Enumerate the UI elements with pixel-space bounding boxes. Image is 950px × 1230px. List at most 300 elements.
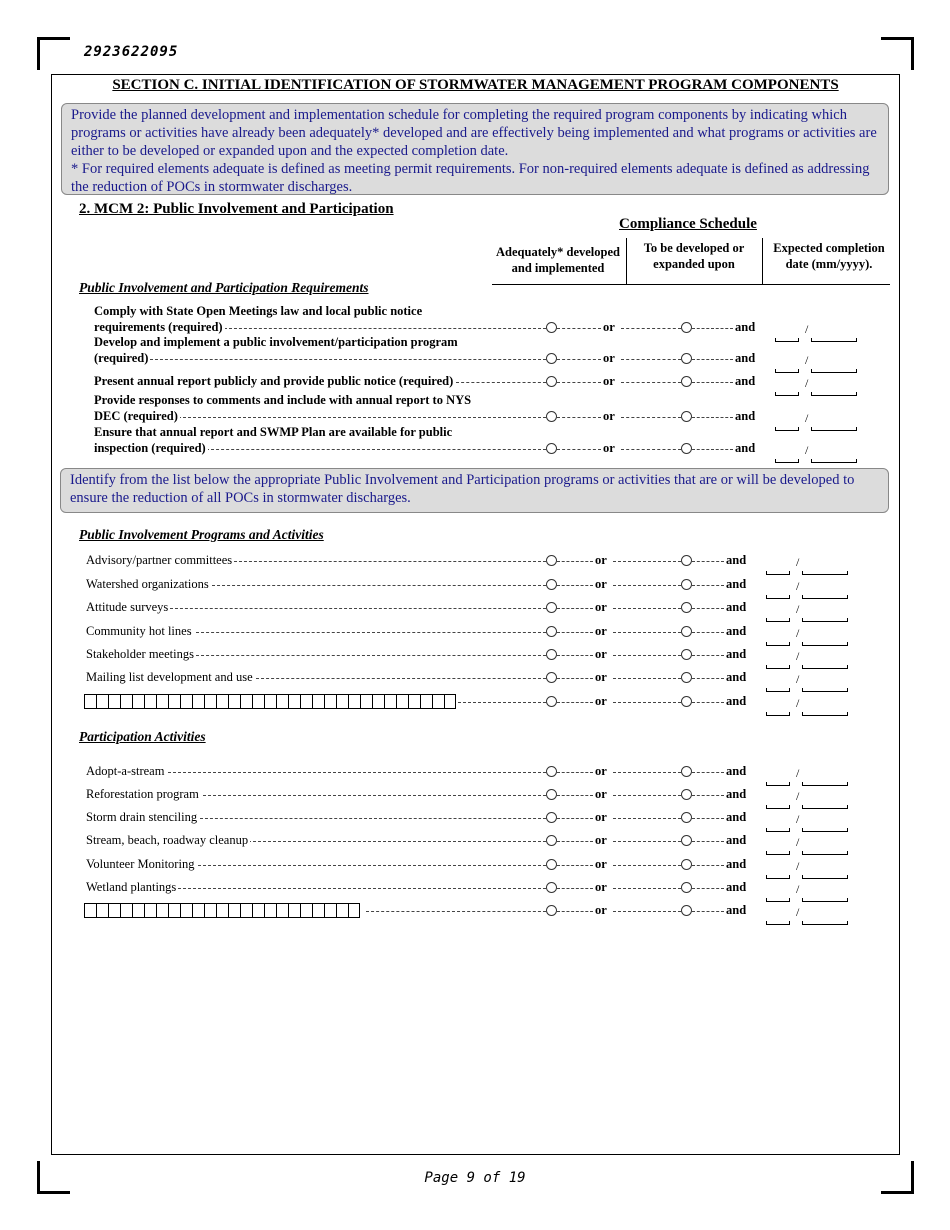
and-connector: and	[726, 647, 747, 661]
month-field[interactable]	[766, 782, 790, 786]
month-field[interactable]	[775, 427, 799, 431]
form-row	[0, 553, 950, 569]
leader-line	[613, 702, 681, 703]
row-label: Stakeholder meetings	[86, 647, 194, 661]
comb-box[interactable]	[444, 694, 456, 709]
completion-date-field[interactable]	[766, 626, 850, 646]
to-develop-radio[interactable]	[681, 812, 692, 823]
adequate-radio[interactable]	[546, 835, 557, 846]
leader-line	[692, 632, 724, 633]
column-header-adequate: Adequately* developed and implemented	[496, 245, 620, 275]
adequate-radio[interactable]	[546, 602, 557, 613]
to-develop-radio[interactable]	[681, 626, 692, 637]
month-field[interactable]	[766, 665, 790, 669]
to-develop-radio[interactable]	[681, 672, 692, 683]
form-row	[0, 880, 950, 896]
and-connector: and	[735, 320, 756, 334]
completion-date-field[interactable]	[766, 905, 850, 925]
comb-box[interactable]	[228, 903, 240, 918]
comb-box[interactable]	[348, 694, 360, 709]
month-field[interactable]	[766, 688, 790, 692]
comb-box[interactable]	[144, 694, 156, 709]
corner-mark-top-right	[881, 37, 914, 70]
or-connector: or	[603, 320, 615, 334]
or-connector: or	[595, 880, 607, 894]
page-number: Page 9 of 19	[424, 1170, 526, 1186]
month-field[interactable]	[766, 595, 790, 599]
year-field[interactable]	[802, 688, 848, 692]
leader-line	[621, 359, 681, 360]
comb-box[interactable]	[324, 903, 336, 918]
date-slash: /	[796, 555, 800, 569]
date-slash: /	[796, 905, 800, 919]
to-develop-radio[interactable]	[681, 882, 692, 893]
column-divider	[626, 238, 627, 284]
adequate-radio[interactable]	[546, 672, 557, 683]
comb-box[interactable]	[192, 694, 204, 709]
year-field[interactable]	[802, 642, 848, 646]
adequate-radio[interactable]	[546, 766, 557, 777]
year-field[interactable]	[811, 459, 857, 463]
leader-line	[613, 585, 681, 586]
adequate-radio[interactable]	[546, 555, 557, 566]
leader-line	[196, 655, 546, 656]
row-label-line1: Provide responses to comments and include with annual report to NYS	[94, 393, 472, 407]
comb-box[interactable]	[300, 694, 312, 709]
leader-line	[613, 795, 681, 796]
or-connector: or	[595, 857, 607, 871]
leader-line	[692, 865, 724, 866]
form-id: 2923622095	[84, 44, 179, 60]
comb-box[interactable]	[144, 903, 156, 918]
form-row	[0, 694, 950, 710]
year-field[interactable]	[802, 712, 848, 716]
form-row	[0, 764, 950, 780]
leader-line	[178, 888, 546, 889]
leader-line	[692, 655, 724, 656]
column-divider	[762, 238, 763, 284]
adequate-radio[interactable]	[546, 812, 557, 823]
year-field[interactable]	[802, 595, 848, 599]
date-slash: /	[805, 376, 809, 390]
date-slash: /	[796, 696, 800, 710]
requirements-heading: Public Involvement and Participation Requirements	[79, 280, 369, 295]
date-slash: /	[805, 322, 809, 336]
or-connector: or	[603, 441, 615, 455]
and-connector: and	[735, 409, 756, 423]
date-slash: /	[796, 812, 800, 826]
comb-box[interactable]	[168, 903, 180, 918]
to-develop-radio[interactable]	[681, 649, 692, 660]
adequate-radio[interactable]	[546, 696, 557, 707]
comb-box[interactable]	[288, 694, 300, 709]
leader-line	[621, 417, 681, 418]
year-field[interactable]	[811, 392, 857, 396]
adequate-radio[interactable]	[546, 649, 557, 660]
leader-line	[692, 608, 724, 609]
month-field[interactable]	[766, 571, 790, 575]
comb-box[interactable]	[420, 694, 432, 709]
date-slash: /	[805, 353, 809, 367]
month-field[interactable]	[766, 898, 790, 902]
leader-line	[613, 632, 681, 633]
form-row	[0, 393, 950, 425]
to-develop-radio[interactable]	[681, 859, 692, 870]
leader-line	[178, 417, 546, 418]
completion-date-field[interactable]	[766, 696, 850, 716]
to-develop-radio[interactable]	[681, 602, 692, 613]
instructions-footnote: * For required elements adequate is defined as meeting permit requirements. For non-required elements adequate is defined as addressing the reduction of POCs in stormwater discharges.	[71, 161, 870, 195]
or-connector: or	[595, 647, 607, 661]
comb-box[interactable]	[312, 694, 324, 709]
form-row	[0, 304, 950, 336]
comb-box[interactable]	[216, 903, 228, 918]
or-connector: or	[595, 764, 607, 778]
month-field[interactable]	[766, 805, 790, 809]
adequate-radio[interactable]	[546, 322, 557, 333]
leader-line	[557, 382, 601, 383]
column-header-expected: Expected completion date (mm/yyyy).	[773, 241, 885, 271]
or-connector: or	[595, 553, 607, 567]
completion-date-field[interactable]	[766, 579, 850, 599]
leader-line	[557, 608, 593, 609]
to-develop-radio[interactable]	[681, 696, 692, 707]
year-field[interactable]	[811, 369, 857, 373]
year-field[interactable]	[802, 851, 848, 855]
comb-box[interactable]	[204, 903, 216, 918]
leader-line	[198, 865, 546, 866]
month-field[interactable]	[766, 875, 790, 879]
leader-line	[557, 865, 593, 866]
leader-line	[557, 841, 593, 842]
comb-box[interactable]	[396, 694, 408, 709]
and-connector: and	[726, 903, 747, 917]
leader-line	[613, 655, 681, 656]
leader-line	[234, 561, 546, 562]
and-connector: and	[726, 764, 747, 778]
completion-date-field[interactable]	[775, 322, 859, 342]
leader-line	[613, 561, 681, 562]
month-field[interactable]	[766, 851, 790, 855]
and-connector: and	[735, 374, 756, 388]
comb-box[interactable]	[132, 903, 144, 918]
row-label: requirements (required)	[94, 320, 223, 334]
or-connector: or	[595, 600, 607, 614]
comb-box[interactable]	[156, 903, 168, 918]
adequate-radio[interactable]	[546, 882, 557, 893]
leader-line	[692, 795, 724, 796]
leader-line	[198, 795, 546, 796]
instructions-text: Provide the planned development and implementation schedule for completing the required program components by indicating which programs or activities have already been adequately* developed and are effectively being implemented and what programs or activities are either to be developed or expanded upon and the expected completion date.	[71, 107, 877, 159]
leader-line	[692, 841, 724, 842]
completion-date-field[interactable]	[766, 812, 850, 832]
month-field[interactable]	[775, 369, 799, 373]
column-header-to-develop: To be developed or expanded upon	[643, 241, 745, 271]
leader-line	[557, 655, 593, 656]
leader-line	[557, 632, 593, 633]
leader-line	[692, 585, 724, 586]
comb-box[interactable]	[276, 903, 288, 918]
and-connector: and	[726, 810, 747, 824]
date-slash: /	[796, 626, 800, 640]
and-connector: and	[726, 600, 747, 614]
leader-line	[366, 911, 546, 912]
or-connector: or	[595, 833, 607, 847]
leader-line	[456, 382, 546, 383]
leader-line	[692, 359, 733, 360]
comb-box[interactable]	[252, 694, 264, 709]
adequate-radio[interactable]	[546, 859, 557, 870]
date-slash: /	[805, 411, 809, 425]
and-connector: and	[726, 577, 747, 591]
other-specify-field[interactable]	[84, 694, 456, 709]
mcm-title: 2. MCM 2: Public Involvement and Participation	[79, 201, 394, 217]
row-label-line1: Develop and implement a public involvement/participation program	[94, 335, 458, 349]
year-field[interactable]	[811, 338, 857, 342]
comb-box[interactable]	[84, 903, 96, 918]
year-field[interactable]	[802, 921, 848, 925]
comb-box[interactable]	[156, 694, 168, 709]
leader-line	[200, 818, 546, 819]
leader-line	[692, 328, 733, 329]
comb-box[interactable]	[324, 694, 336, 709]
programs-heading: Public Involvement Programs and Activities	[79, 527, 324, 542]
leader-line	[692, 911, 724, 912]
adequate-radio[interactable]	[546, 443, 557, 454]
year-field[interactable]	[802, 875, 848, 879]
year-field[interactable]	[802, 828, 848, 832]
completion-date-field[interactable]	[766, 835, 850, 855]
or-connector: or	[595, 903, 607, 917]
to-develop-radio[interactable]	[681, 376, 692, 387]
year-field[interactable]	[802, 805, 848, 809]
comb-box[interactable]	[168, 694, 180, 709]
row-label: Stream, beach, roadway cleanup	[86, 833, 249, 847]
comb-box[interactable]	[216, 694, 228, 709]
month-field[interactable]	[766, 921, 790, 925]
completion-date-field[interactable]	[766, 789, 850, 809]
comb-box[interactable]	[132, 694, 144, 709]
leader-line	[692, 818, 724, 819]
year-field[interactable]	[802, 898, 848, 902]
comb-box[interactable]	[108, 903, 120, 918]
date-slash: /	[805, 443, 809, 457]
comb-box[interactable]	[84, 694, 96, 709]
comb-box[interactable]	[96, 694, 108, 709]
comb-box[interactable]	[360, 694, 372, 709]
comb-box[interactable]	[180, 694, 192, 709]
leader-line	[692, 772, 724, 773]
or-connector: or	[595, 810, 607, 824]
leader-line	[613, 678, 681, 679]
form-row	[0, 335, 950, 367]
leader-line	[206, 449, 546, 450]
month-field[interactable]	[766, 712, 790, 716]
or-connector: or	[603, 374, 615, 388]
comb-box[interactable]	[240, 694, 252, 709]
completion-date-field[interactable]	[766, 555, 850, 575]
form-row	[0, 670, 950, 686]
completion-date-field[interactable]	[766, 882, 850, 902]
completion-date-field[interactable]	[775, 353, 859, 373]
leader-line	[557, 417, 601, 418]
adequate-radio[interactable]	[546, 905, 557, 916]
leader-line	[692, 678, 724, 679]
month-field[interactable]	[775, 338, 799, 342]
completion-date-field[interactable]	[766, 672, 850, 692]
completion-date-field[interactable]	[766, 649, 850, 669]
comb-box[interactable]	[180, 903, 192, 918]
leader-line	[557, 585, 593, 586]
completion-date-field[interactable]	[766, 602, 850, 622]
leader-line	[692, 888, 724, 889]
leader-line	[150, 359, 546, 360]
comb-box[interactable]	[276, 694, 288, 709]
date-slash: /	[796, 602, 800, 616]
month-field[interactable]	[766, 642, 790, 646]
month-field[interactable]	[775, 459, 799, 463]
form-row	[0, 833, 950, 849]
month-field[interactable]	[775, 392, 799, 396]
row-label: DEC (required)	[94, 409, 178, 423]
or-connector: or	[595, 577, 607, 591]
other-specify-field[interactable]	[84, 903, 360, 918]
comb-box[interactable]	[348, 903, 360, 918]
comb-box[interactable]	[192, 903, 204, 918]
year-field[interactable]	[802, 571, 848, 575]
year-field[interactable]	[802, 618, 848, 622]
completion-date-field[interactable]	[775, 411, 859, 431]
completion-date-field[interactable]	[766, 766, 850, 786]
to-develop-radio[interactable]	[681, 443, 692, 454]
month-field[interactable]	[766, 618, 790, 622]
leader-line	[613, 772, 681, 773]
adequate-radio[interactable]	[546, 353, 557, 364]
comb-box[interactable]	[120, 903, 132, 918]
to-develop-radio[interactable]	[681, 353, 692, 364]
year-field[interactable]	[802, 665, 848, 669]
date-slash: /	[796, 649, 800, 663]
comb-box[interactable]	[372, 694, 384, 709]
row-label: Storm drain stenciling	[86, 810, 198, 824]
to-develop-radio[interactable]	[681, 555, 692, 566]
leader-line	[613, 888, 681, 889]
leader-line	[557, 449, 601, 450]
date-slash: /	[796, 859, 800, 873]
and-connector: and	[726, 624, 747, 638]
comb-box[interactable]	[384, 694, 396, 709]
leader-line	[256, 678, 546, 679]
leader-line	[168, 772, 546, 773]
row-label: (required)	[94, 351, 149, 365]
to-develop-radio[interactable]	[681, 835, 692, 846]
to-develop-radio[interactable]	[681, 766, 692, 777]
leader-line	[692, 417, 733, 418]
and-connector: and	[726, 857, 747, 871]
year-field[interactable]	[802, 782, 848, 786]
leader-line	[458, 702, 546, 703]
comb-box[interactable]	[252, 903, 264, 918]
comb-box[interactable]	[96, 903, 108, 918]
leader-line	[692, 449, 733, 450]
row-label: Adopt-a-stream	[86, 764, 165, 778]
leader-line	[196, 632, 546, 633]
comb-box[interactable]	[264, 903, 276, 918]
year-field[interactable]	[811, 427, 857, 431]
leader-line	[557, 818, 593, 819]
identify-box	[60, 468, 889, 513]
and-connector: and	[726, 670, 747, 684]
date-slash: /	[796, 766, 800, 780]
row-label: Attitude surveys	[86, 600, 169, 614]
or-connector: or	[603, 409, 615, 423]
leader-line	[557, 561, 593, 562]
comb-box[interactable]	[120, 694, 132, 709]
to-develop-radio[interactable]	[681, 579, 692, 590]
comb-box[interactable]	[312, 903, 324, 918]
comb-box[interactable]	[432, 694, 444, 709]
adequate-radio[interactable]	[546, 376, 557, 387]
form-row	[0, 810, 950, 826]
comb-box[interactable]	[300, 903, 312, 918]
comb-box[interactable]	[336, 694, 348, 709]
completion-date-field[interactable]	[775, 376, 859, 396]
adequate-radio[interactable]	[546, 411, 557, 422]
adequate-radio[interactable]	[546, 579, 557, 590]
row-label: inspection (required)	[94, 441, 206, 455]
completion-date-field[interactable]	[766, 859, 850, 879]
adequate-radio[interactable]	[546, 626, 557, 637]
comb-box[interactable]	[336, 903, 348, 918]
form-row	[0, 425, 950, 457]
comb-box[interactable]	[264, 694, 276, 709]
comb-box[interactable]	[408, 694, 420, 709]
comb-box[interactable]	[108, 694, 120, 709]
leader-line	[557, 911, 593, 912]
comb-box[interactable]	[204, 694, 216, 709]
leader-line	[613, 865, 681, 866]
to-develop-radio[interactable]	[681, 322, 692, 333]
leader-line	[170, 608, 546, 609]
leader-line	[692, 382, 733, 383]
and-connector: and	[735, 351, 756, 365]
row-label: Reforestation program	[86, 787, 199, 801]
leader-line	[692, 561, 724, 562]
adequate-radio[interactable]	[546, 789, 557, 800]
leader-line	[557, 795, 593, 796]
compliance-schedule-title: Compliance Schedule	[619, 216, 757, 232]
comb-box[interactable]	[228, 694, 240, 709]
row-label: Community hot lines	[86, 624, 192, 638]
participation-heading: Participation Activities	[79, 729, 206, 744]
row-label: Volunteer Monitoring	[86, 857, 195, 871]
to-develop-radio[interactable]	[681, 411, 692, 422]
section-title: SECTION C. INITIAL IDENTIFICATION OF STORMWATER MANAGEMENT PROGRAM COMPONENTS	[112, 77, 839, 93]
to-develop-radio[interactable]	[681, 905, 692, 916]
completion-date-field[interactable]	[775, 443, 859, 463]
month-field[interactable]	[766, 828, 790, 832]
to-develop-radio[interactable]	[681, 789, 692, 800]
identify-text: Identify from the list below the appropriate Public Involvement and Participation programs or activities that are or will be developed to ensure the reduction of all POCs in stormwater discharges.	[70, 472, 855, 506]
leader-line	[613, 911, 681, 912]
date-slash: /	[796, 835, 800, 849]
header-rule	[492, 284, 890, 285]
leader-line	[248, 841, 546, 842]
date-slash: /	[796, 579, 800, 593]
comb-box[interactable]	[240, 903, 252, 918]
leader-line	[621, 328, 681, 329]
comb-box[interactable]	[288, 903, 300, 918]
